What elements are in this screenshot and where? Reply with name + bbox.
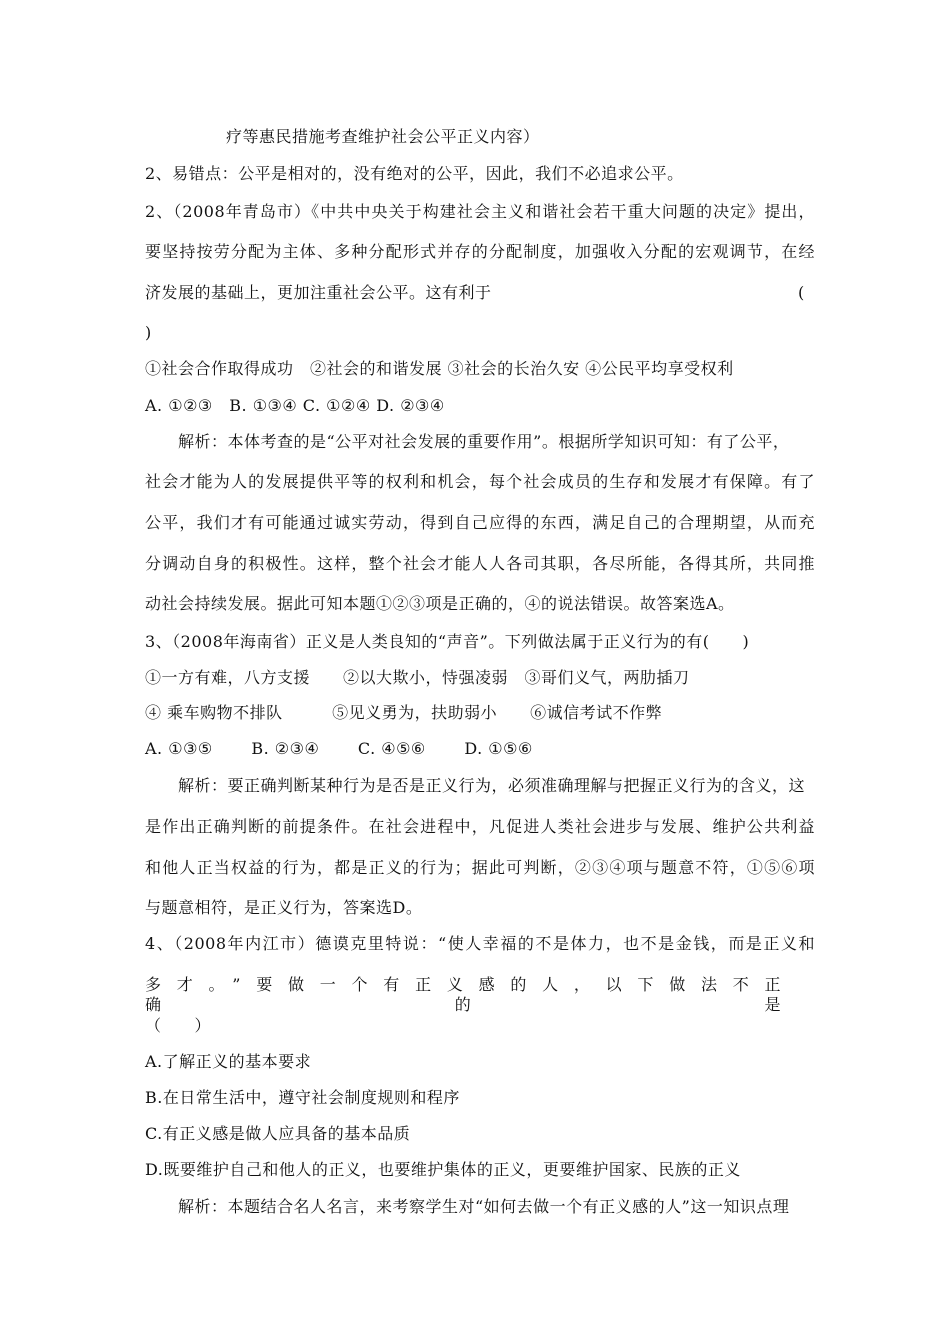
question-2-options: ①社会合作取得成功 ②社会的和谐发展 ③社会的长治久安 ④公民平均享受权利 xyxy=(145,359,734,378)
question-2-stem: 2、（2008年青岛市）《中共中央关于构建社会主义和谐社会若干重大问题的决定》提出， xyxy=(145,202,815,221)
answer-paren: （ ） xyxy=(145,1016,212,1035)
analysis-3: 解析：要正确判断某种行为是否是正义行为，必须准确理解与把握正义行为的含义，这 xyxy=(178,776,806,795)
text-line: 2、易错点：公平是相对的，没有绝对的公平，因此，我们不必追求公平。 xyxy=(145,164,684,183)
answer-paren-open: ( xyxy=(798,283,805,302)
analysis-2: 解析：本体考查的是“公平对社会发展的重要作用”。根据所学知识可知：有了公平， xyxy=(178,432,790,451)
text-line: 要坚持按劳分配为主体、多种分配形式并存的分配制度，加强收入分配的宏观调节，在经 xyxy=(145,242,815,261)
choice-c: C.有正义感是做人应具备的基本品质 xyxy=(145,1124,411,1143)
text-line: 疗等惠民措施考查维护社会公平正义内容） xyxy=(226,127,540,146)
text-line: 和他人正当权益的行为，都是正义的行为；据此可判断，②③④项与题意不符，①⑤⑥项 xyxy=(145,858,815,877)
text-line: 与题意相符，是正义行为，答案选D。 xyxy=(145,898,423,917)
text-line: 动社会持续发展。据此可知本题①②③项是正确的，④的说法错误。故答案选A。 xyxy=(145,594,735,613)
question-4-stem: 4、（2008年内江市）德谟克里特说：“使人幸福的不是体力，也不是金钱，而是正义和 xyxy=(145,934,815,953)
text-line: 多才。”要做一个有正义感的人，以下做法不正确的是 xyxy=(145,975,795,1014)
text-line: 公平，我们才有可能通过诚实劳动，得到自己应得的东西，满足自己的合理期望，从而充 xyxy=(145,513,815,532)
choice-b: B.在日常生活中，遵守社会制度规则和程序 xyxy=(145,1088,460,1107)
answer-paren-close: ) xyxy=(145,323,152,342)
text-line: 是作出正确判断的前提条件。在社会进程中，凡促进人类社会进步与发展、维护公共利益 xyxy=(145,817,815,836)
text-line: 分调动自身的积极性。这样，整个社会才能人人各司其职，各尽所能，各得其所，共同推 xyxy=(145,554,815,573)
choice-d: D.既要维护自己和他人的正义，也要维护集体的正义，更要维护国家、民族的正义 xyxy=(145,1160,741,1179)
question-2-choices: A. ①②③ B. ①③④ C. ①②④ D. ②③④ xyxy=(145,396,445,415)
question-3-options-2: ④ 乘车购物不排队 ⑤见义勇为，扶助弱小 ⑥诚信考试不作弊 xyxy=(145,703,663,722)
question-3-options-1: ①一方有难，八方支援 ②以大欺小，恃强凌弱 ③哥们义气，两肋插刀 xyxy=(145,668,690,687)
analysis-4: 解析：本题结合名人名言，来考察学生对“如何去做一个有正义感的人”这一知识点理 xyxy=(178,1197,790,1216)
choice-a: A.了解正义的基本要求 xyxy=(145,1052,312,1071)
text-line: 济发展的基础上，更加注重社会公平。这有利于 xyxy=(145,283,492,302)
question-3-stem: 3、（2008年海南省）正义是人类良知的“声音”。下列做法属于正义行为的有( ) xyxy=(145,632,750,651)
text-line: 社会才能为人的发展提供平等的权利和机会，每个社会成员的生存和发展才有保障。有了 xyxy=(145,472,815,491)
question-3-choices: A. ①③⑤ B. ②③④ C. ④⑤⑥ D. ①⑤⑥ xyxy=(145,739,533,758)
